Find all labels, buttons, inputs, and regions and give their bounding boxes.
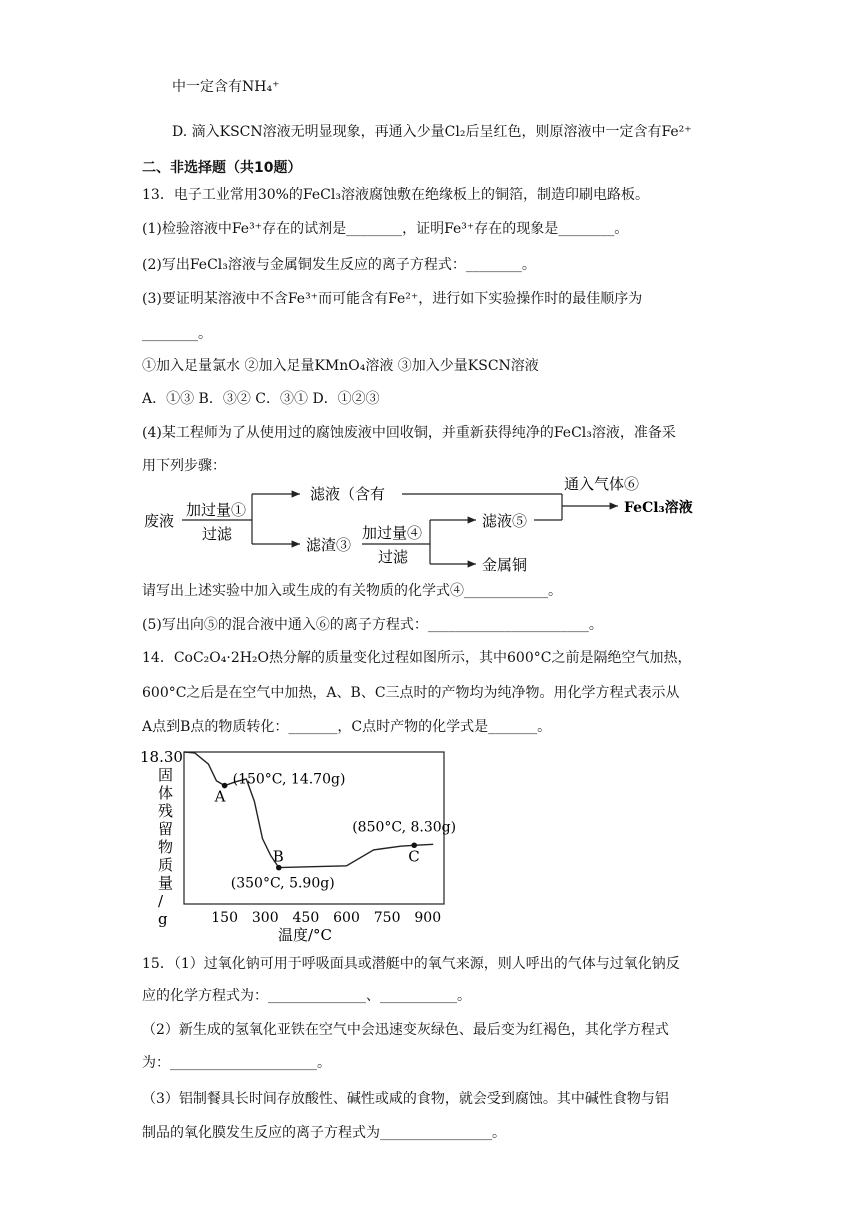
q15-part3-cont: 制品的氧化膜发生反应的离子方程式为________________。	[142, 1125, 506, 1141]
x-tick-label: 150	[211, 910, 238, 926]
q13-reagents: ①加入足量氯水 ②加入足量KMnO₄溶液 ③加入少量KSCN溶液	[142, 358, 539, 374]
mass-curve	[184, 752, 433, 868]
q13-part4-cont: 用下列步骤：	[142, 458, 226, 474]
text-line: 中一定含有NH₄⁺	[172, 79, 280, 95]
point-name-B: B	[272, 847, 284, 866]
x-tick-label: 900	[414, 910, 442, 926]
q15-part1-cont: 应的化学方程式为：______________、___________。	[142, 988, 471, 1004]
process-flow-diagram	[140, 476, 720, 576]
q15-part1: 15．（1）过氧化钠可用于呼吸面具或潜艇中的氧气来源，则人呼出的气体与过氧化钠反	[142, 956, 680, 972]
q13-part1: (1)检验溶液中Fe³⁺存在的试剂是________，证明Fe³⁺存在的现象是________。	[142, 221, 629, 237]
point-label-C: (850°C, 8.30g)	[352, 819, 457, 836]
flow-add1: 加过量①	[186, 501, 247, 519]
flow-filter2: 过滤	[378, 548, 409, 566]
x-tick-label: 600	[333, 910, 360, 926]
x-axis-label: 温度/°C	[278, 926, 333, 944]
q14-question: A点到B点的物质转化：_______，C点时产物的化学式是_______。	[142, 719, 552, 735]
flow-product: FeCl₃溶液	[624, 500, 693, 516]
flow-filter1: 过滤	[202, 525, 233, 543]
section-title: 二、非选择题（共10题）	[142, 160, 302, 176]
flow-filtrate-top: 滤液（含有	[310, 485, 386, 503]
q13-choices: A．①③ B．③② C．③① D．①②③	[142, 391, 380, 407]
q15-part2: （2）新生成的氢氧化亚铁在空气中会迅速变灰绿色、最后变为红褐色，其化学方程式	[142, 1022, 669, 1038]
point-B	[276, 865, 282, 871]
y-top-label: 18.30	[140, 748, 183, 766]
q15-part2-cont: 为：_____________________。	[142, 1055, 331, 1071]
point-label-B: (350°C, 5.90g)	[230, 875, 335, 892]
q14-stem: 14．CoC₂O₄·2H₂O热分解的质量变化过程如图所示，其中600°C之前是隔绝空气加热，	[142, 650, 692, 666]
flow-add4: 加过量④	[362, 524, 423, 542]
q13-part3-blank: ________。	[142, 326, 212, 342]
x-tick-label: 750	[373, 910, 401, 926]
point-name-C: C	[408, 847, 420, 866]
q13-part2: (2)写出FeCl₃溶液与金属铜发生反应的离子方程式：________。	[142, 257, 536, 273]
q14-stem-cont: 600°C之后是在空气中加热，A、B、C三点时的产物均为纯净物。用化学方程式表示从	[142, 685, 680, 701]
y-axis-label: 固体残留物质量/ g	[158, 766, 174, 928]
q15-part3: （3）铝制餐具长时间存放酸性、碱性或咸的食物，就会受到腐蚀。其中碱性食物与铝	[142, 1091, 669, 1107]
q13-stem: 13．电子工业常用30%的FeCl₃溶液腐蚀敷在绝缘板上的铜箔，制造印刷电路板。	[142, 187, 649, 203]
option-d: D. 滴入KSCN溶液无明显现象，再通入少量Cl₂后呈红色，则原溶液中一定含有Fe²⁺	[172, 124, 692, 140]
flow-waste: 废液	[144, 512, 175, 530]
point-label-A: (150°C, 14.70g)	[232, 771, 346, 788]
q13-part4: (4)某工程师为了从使用过的腐蚀废液中回收铜，并重新获得纯净的FeCl₃溶液，准备采	[142, 425, 676, 441]
x-tick-label: 450	[292, 910, 320, 926]
point-name-A: A	[214, 787, 226, 806]
q13-part4-answer: 请写出上述实验中加入或生成的有关物质的化学式④____________。	[142, 583, 562, 599]
x-tick-label: 300	[251, 910, 279, 926]
q13-part3: (3)要证明某溶液中不含Fe³⁺而可能含有Fe²⁺，进行如下实验操作时的最佳顺序为	[142, 291, 643, 307]
thermal-decomposition-chart	[138, 744, 458, 944]
flow-copper: 金属铜	[482, 556, 528, 574]
flow-residue3: 滤渣③	[306, 536, 352, 554]
flow-filtrate5: 滤液⑤	[482, 512, 528, 530]
flow-gas6: 通入气体⑥	[564, 476, 640, 493]
q13-part5: (5)写出向⑤的混合液中通入⑥的离子方程式：_______________________。	[142, 617, 603, 633]
